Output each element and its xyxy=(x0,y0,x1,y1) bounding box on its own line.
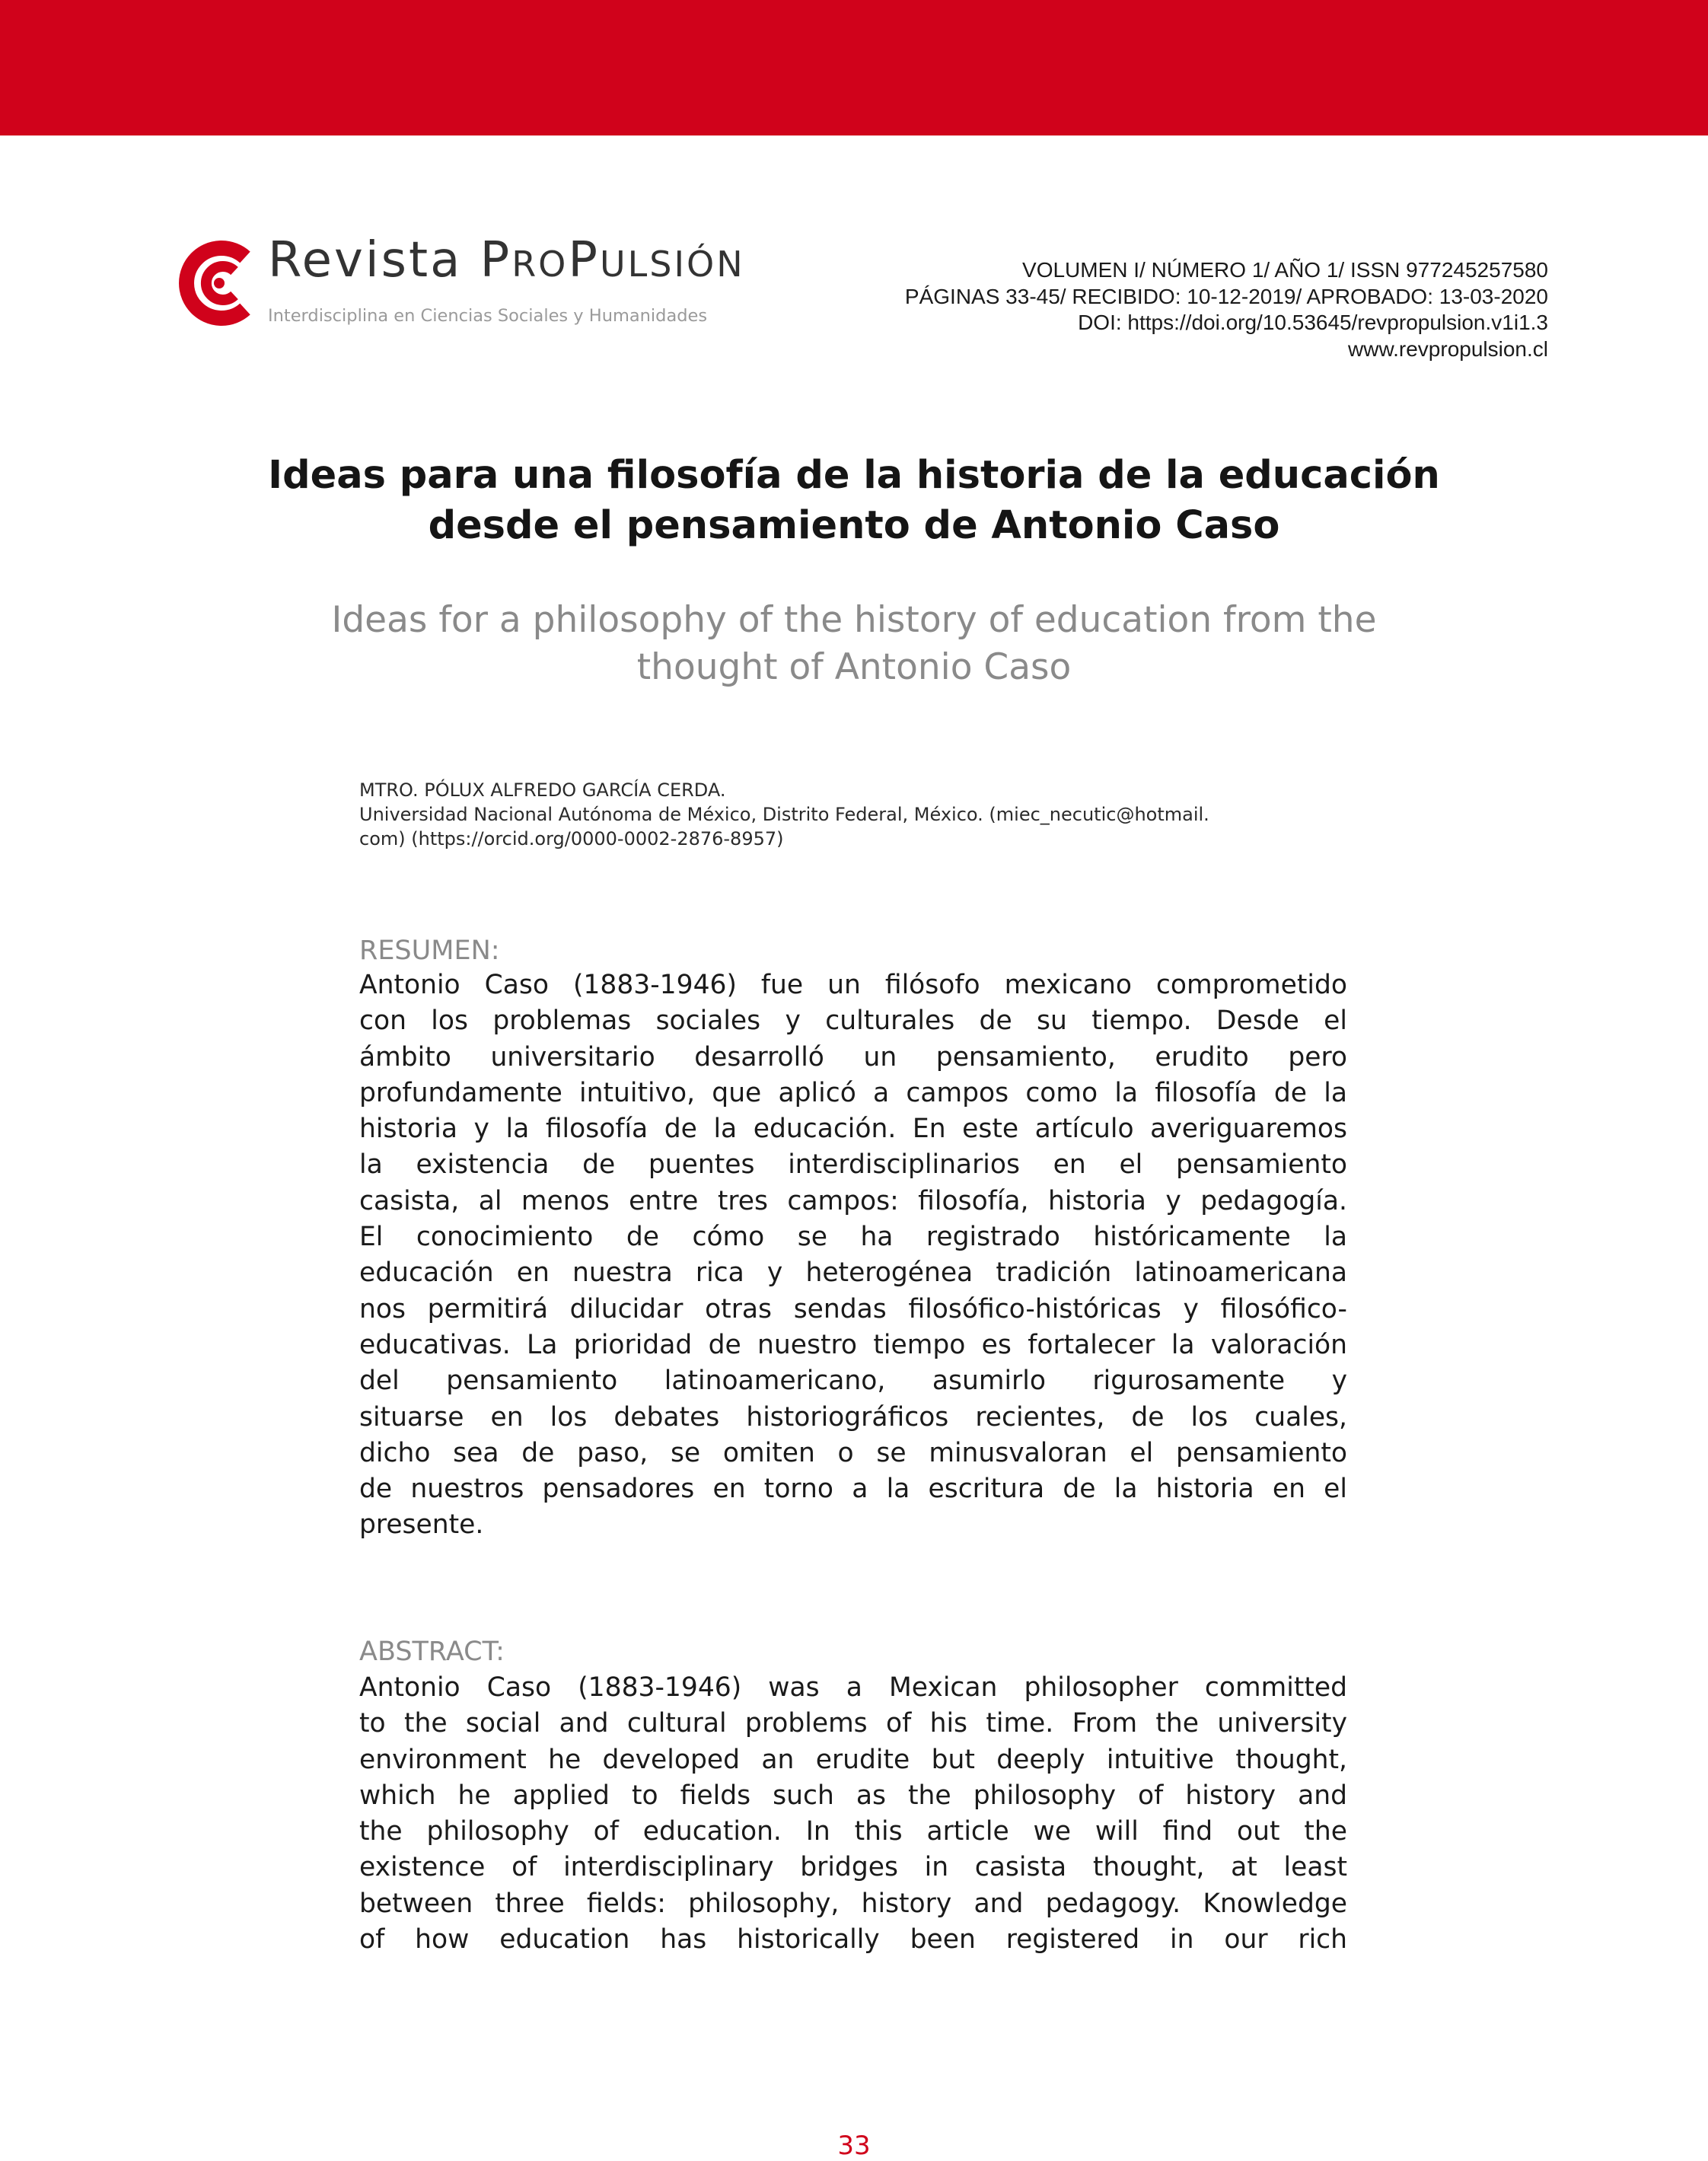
text-line: of how education has historically been registered in our rich xyxy=(359,1924,1347,1955)
text-line: casista, al menos entre tres campos: filosofía, historia y pedagogía. xyxy=(359,1185,1347,1216)
author-affiliation-cont: com) (https://orcid.org/0000-0002-2876-8957) xyxy=(359,828,784,849)
text-line: historia y la filosofía de la educación. En este artículo averiguaremos xyxy=(359,1114,1347,1145)
journal-logo xyxy=(172,232,766,332)
text-line: the philosophy of education. In this article we will find out the xyxy=(359,1816,1347,1847)
author-affiliation: Universidad Nacional Autónoma de México, Distrito Federal, México. (miec_necutic@hotmail. xyxy=(359,804,1209,825)
text-line: dicho sea de paso, se omiten o se minusvaloran el pensamiento xyxy=(359,1437,1347,1468)
meta-pages-line: PÁGINAS 33-45/ RECIBIDO: 10-12-2019/ APROBADO: 13-03-2020 xyxy=(904,284,1548,308)
header-red-band xyxy=(0,0,1708,135)
text-line: El conocimiento de cómo se ha registrado históricamente la xyxy=(359,1222,1347,1253)
meta-website-link[interactable]: www.revpropulsion.cl xyxy=(1348,336,1548,361)
text-line: between three fields: philosophy, history and pedagogy. Knowledge xyxy=(359,1888,1347,1919)
text-line: to the social and cultural problems of his time. From the university xyxy=(359,1708,1347,1739)
text-line: la existencia de puentes interdisciplinarios en el pensamiento xyxy=(359,1149,1347,1181)
abstract-heading: ABSTRACT: xyxy=(359,1637,505,1667)
text-line: profundamente intuitivo, que aplicó a campos como la filosofía de la xyxy=(359,1077,1347,1108)
abstract-body xyxy=(359,1670,1347,1958)
text-line: environment he developed an erudite but deeply intuitive thought, xyxy=(359,1744,1347,1775)
text-line: ámbito universitario desarrolló un pensamiento, erudito pero xyxy=(359,1041,1347,1073)
author-name: MTRO. PÓLUX ALFREDO GARCÍA CERDA. xyxy=(359,779,726,801)
author-block xyxy=(359,778,1209,851)
logo-subtitle: Interdisciplina en Ciencias Sociales y Humanidades xyxy=(268,306,708,326)
meta-volume-line: VOLUMEN I/ NÚMERO 1/ AÑO 1/ ISSN 977245257580 xyxy=(1022,258,1548,282)
article-title-english: Ideas for a philosophy of the history of education from the thought of Antonio Caso xyxy=(331,599,1377,688)
page-number: 33 xyxy=(837,2131,871,2161)
text-line: de nuestros pensadores en torno a la escritura de la historia en el xyxy=(359,1474,1347,1505)
text-line: del pensamiento latinoamericano, asumirlo rigurosamente y xyxy=(359,1366,1347,1397)
text-line: educación en nuestra rica y heterogénea tradición latinoamericana xyxy=(359,1257,1347,1289)
resumen-heading: RESUMEN: xyxy=(359,935,500,966)
text-line: nos permitirá dilucidar otras sendas filosófico-históricas y filosófico- xyxy=(359,1293,1347,1324)
logo-title: Revista PROPULSIÓN xyxy=(268,232,745,288)
text-line: Antonio Caso (1883-1946) fue un filósofo mexicano comprometido xyxy=(359,970,1347,1000)
meta-doi-line[interactable]: DOI: https://doi.org/10.53645/revpropulsion.v1i1.3 xyxy=(1078,311,1548,334)
propulsion-logo-mark-icon xyxy=(172,241,257,326)
text-line: con los problemas sociales y culturales de su tiempo. Desde el xyxy=(359,1006,1347,1037)
article-title-spanish: Ideas para una filosofía de la historia de la educación desde el pensamiento de Antonio Caso xyxy=(268,453,1440,548)
text-line: educativas. La prioridad de nuestro tiempo es fortalecer la valoración xyxy=(359,1329,1347,1360)
text-line: Antonio Caso (1883-1946) was a Mexican philosopher committed xyxy=(359,1672,1347,1703)
resumen-body xyxy=(359,967,1347,1544)
text-line: situarse en los debates historiográficos recientes, de los cuales, xyxy=(359,1401,1347,1433)
text-line: existence of interdisciplinary bridges in casista thought, at least xyxy=(359,1852,1347,1883)
article-metadata xyxy=(905,257,1548,362)
text-line: which he applied to fields such as the philosophy of history and xyxy=(359,1780,1347,1811)
text-line: presente. xyxy=(359,1509,484,1541)
